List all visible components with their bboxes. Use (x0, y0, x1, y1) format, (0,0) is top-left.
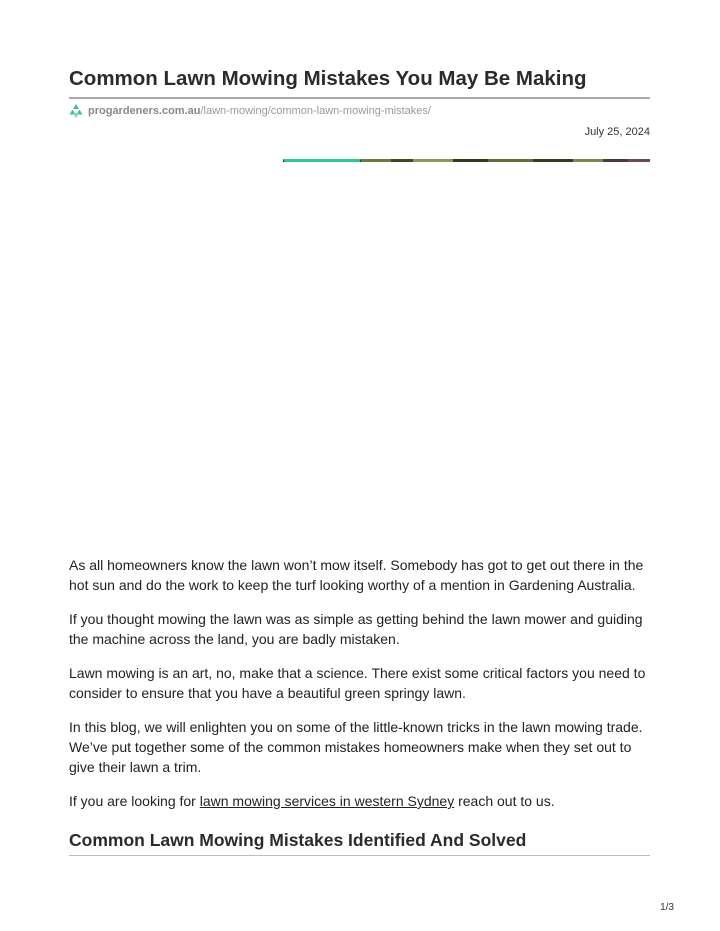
article-title: Common Lawn Mowing Mistakes You May Be Making (69, 67, 587, 90)
lawn-mowing-services-link[interactable]: lawn mowing services in western Sydney (199, 793, 455, 809)
source-link[interactable] (88, 105, 431, 117)
section-heading: Common Lawn Mowing Mistakes Identified And Solved (69, 830, 527, 850)
hero-image (283, 154, 650, 162)
source-line (69, 103, 431, 119)
cta-after: reach out to us. (454, 793, 555, 809)
paragraph: If you thought mowing the lawn was as simple as getting behind the lawn mower and guiding the machine across the land, you are badly mistaken. (69, 611, 643, 647)
progardeners-logo-icon (69, 104, 83, 118)
article-body (69, 555, 650, 825)
source-path: /lawn-mowing/common-lawn-mowing-mistakes/ (200, 105, 431, 117)
paragraph: As all homeowners know the lawn won’t mow itself. Somebody has got to get out there in the hot sun and do the work to keep the turf looking worthy of a mention in Gardening Australia. (69, 557, 644, 593)
section-divider (69, 855, 650, 856)
lawn-photo-icon (283, 159, 650, 162)
paragraph: In this blog, we will enlighten you on some of the little-known tricks in the lawn mowing trade. We’ve put together some of the common mistakes homeowners make when they set out to give their lawn a trim. (69, 719, 643, 775)
source-domain: progardeners.com.au (88, 105, 201, 117)
cta-before: If you are looking for (69, 793, 200, 809)
cta-paragraph (69, 791, 650, 811)
page-number: 1/3 (660, 902, 674, 913)
title-divider (69, 97, 650, 99)
article-date: July 25, 2024 (584, 126, 650, 138)
paragraph: Lawn mowing is an art, no, make that a science. There exist some critical factors you need to consider to ensure that you have a beautiful green springy lawn. (69, 665, 646, 701)
